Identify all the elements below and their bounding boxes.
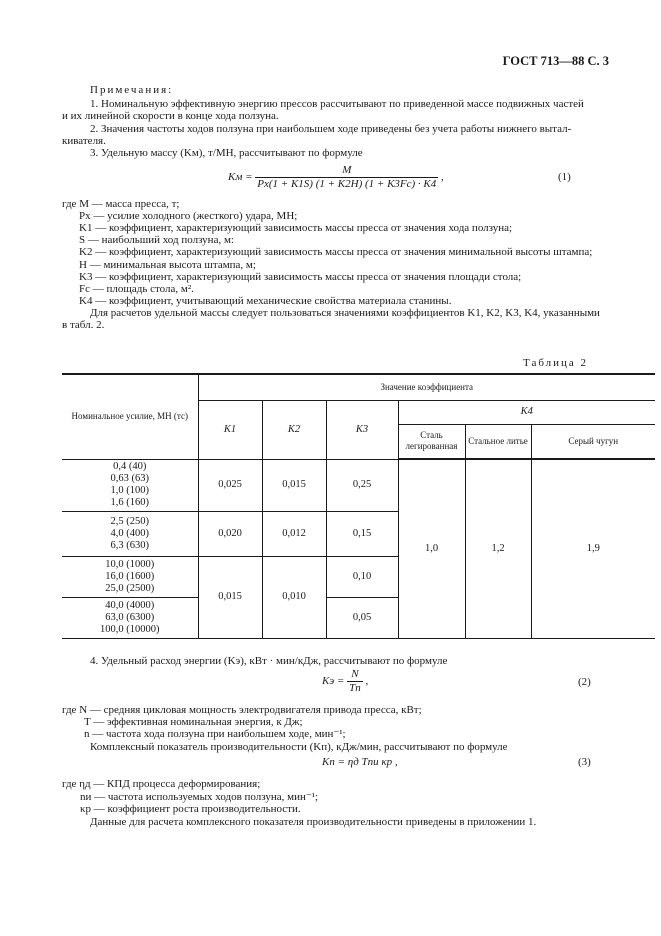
k3-cell: 0,25 (326, 459, 398, 511)
table-caption: Таблица 2 (523, 357, 589, 369)
definition-line: T — эффективная номинальная энергия, к Дж; (84, 716, 303, 728)
note-line: 3. Удельную массу (Kм), т/МН, рассчитывают по формуле (90, 147, 363, 159)
k4-grey-iron-value: 1,9 (531, 459, 655, 638)
formula-1-number: (1) (558, 171, 571, 183)
formula-2-fraction (347, 668, 363, 695)
definition-line: Для расчетов удельной массы следует пользоваться значениями коэффициентов K1, K2, K3, K4, указанными (90, 307, 600, 319)
formula-2-numerator: N (347, 668, 363, 682)
force-cell: 2,5 (250) 4,0 (400) 6,3 (630) (62, 511, 198, 556)
notes-heading: Примечания: (90, 84, 174, 96)
note-line: кивателя. (62, 135, 106, 147)
k4-alloy-steel-value: 1,0 (398, 459, 465, 638)
header-k3: K3 (326, 400, 398, 459)
k4-cast-steel-value: 1,2 (465, 459, 531, 638)
k1-cell: 0,015 (198, 556, 262, 638)
coefficients-table (62, 373, 655, 639)
definition-line: Комплексный показатель производительности (Kп), кДж/мин, рассчитывают по формуле (90, 741, 508, 753)
k1-cell: 0,020 (198, 511, 262, 556)
header-k4-grey-iron: Серый чугун (531, 424, 655, 459)
definition-line: K4 — коэффициент, учитывающий механические свойства материала станины. (79, 295, 452, 307)
k2-cell: 0,015 (262, 459, 326, 511)
formula-1 (228, 164, 444, 191)
table-row (62, 459, 655, 511)
force-cell: 40,0 (4000) 63,0 (6300) 100,0 (10000) (62, 597, 198, 638)
note-line: и их линейной скорости в конце хода ползуна. (62, 110, 279, 122)
header-k4: K4 (398, 400, 655, 424)
note-line: 2. Значения частоты ходов ползуна при наибольшем ходе приведены без учета работы нижнего вытал- (90, 123, 572, 135)
definition-line: Fс — площадь стола, м². (79, 283, 194, 295)
definition-line: nи — частота используемых ходов ползуна, мин⁻¹; (80, 791, 319, 803)
definition-line: S — наибольший ход ползуна, м: (79, 234, 234, 246)
formula-3: Kп = ηд Tnи κр , (322, 756, 398, 768)
header-values: Значение коэффициента (198, 374, 655, 400)
header-k4-alloy-steel: Сталь легированная (398, 424, 465, 459)
note-line: 1. Номинальную эффективную энергию прессов рассчитывают по приведенной массе подвижных частей (90, 98, 584, 110)
definition-line: K2 — коэффициент, характеризующий зависимость массы пресса от значения минимальной высоты штампа; (79, 246, 593, 258)
formula-2 (322, 668, 368, 695)
k3-cell: 0,05 (326, 597, 398, 638)
formula-3-number: (3) (578, 756, 591, 768)
k2-cell: 0,010 (262, 556, 326, 638)
definition-line: Pх — усилие холодного (жесткого) удара, МН; (79, 210, 298, 222)
definition-line: где M — масса пресса, т; (62, 198, 180, 210)
formula-1-suffix: , (441, 171, 444, 184)
formula-1-denominator: Pх(1 + K1S) (1 + K2H) (1 + K3Fс) · K4 (257, 178, 437, 190)
page-header: ГОСТ 713—88 С. 3 (502, 54, 609, 68)
formula-1-fraction (255, 164, 438, 191)
definition-line: Данные для расчета комплексного показателя производительности приведены в приложении 1. (90, 816, 537, 828)
header-k2: K2 (262, 400, 326, 459)
header-k1: K1 (198, 400, 262, 459)
formula-2-denominator: Tn (349, 682, 361, 694)
section-4-intro: 4. Удельный расход энергии (Kэ), кВт · мин/кДж, рассчитывают по формуле (90, 655, 448, 667)
definition-line: K3 — коэффициент, характеризующий зависимость массы пресса от значения площади стола; (79, 271, 522, 283)
definition-line: n — частота хода ползуна при наибольшем ходе, мин⁻¹; (84, 728, 346, 740)
definition-line: K1 — коэффициент, характеризующий зависимость массы пресса от значения хода ползуна; (79, 222, 513, 234)
k3-cell: 0,10 (326, 556, 398, 597)
definition-line: где ηд — КПД процесса деформирования; (62, 778, 261, 790)
definition-line: в табл. 2. (62, 319, 105, 331)
definition-line: где N — средняя цикловая мощность электродвигателя привода пресса, кВт; (62, 704, 422, 716)
force-cell: 10,0 (1000) 16,0 (1600) 25,0 (2500) (62, 556, 198, 597)
formula-2-suffix: , (365, 675, 369, 688)
definition-line: H — минимальная высота штампа, м; (79, 259, 256, 271)
header-force: Номинальное усилие, МН (тс) (62, 374, 198, 459)
force-cell: 0,4 (40) 0,63 (63) 1,0 (100) 1,6 (160) (62, 459, 198, 511)
formula-2-number: (2) (578, 676, 591, 688)
formula-1-lhs: Kм = (228, 171, 253, 184)
k1-cell: 0,025 (198, 459, 262, 511)
k3-cell: 0,15 (326, 511, 398, 556)
header-k4-cast-steel: Стальное литье (465, 424, 531, 459)
definition-line: κр — коэффициент роста производительности. (80, 803, 301, 815)
formula-1-numerator: M (255, 164, 438, 178)
k2-cell: 0,012 (262, 511, 326, 556)
formula-2-lhs: Kэ = (322, 675, 345, 688)
